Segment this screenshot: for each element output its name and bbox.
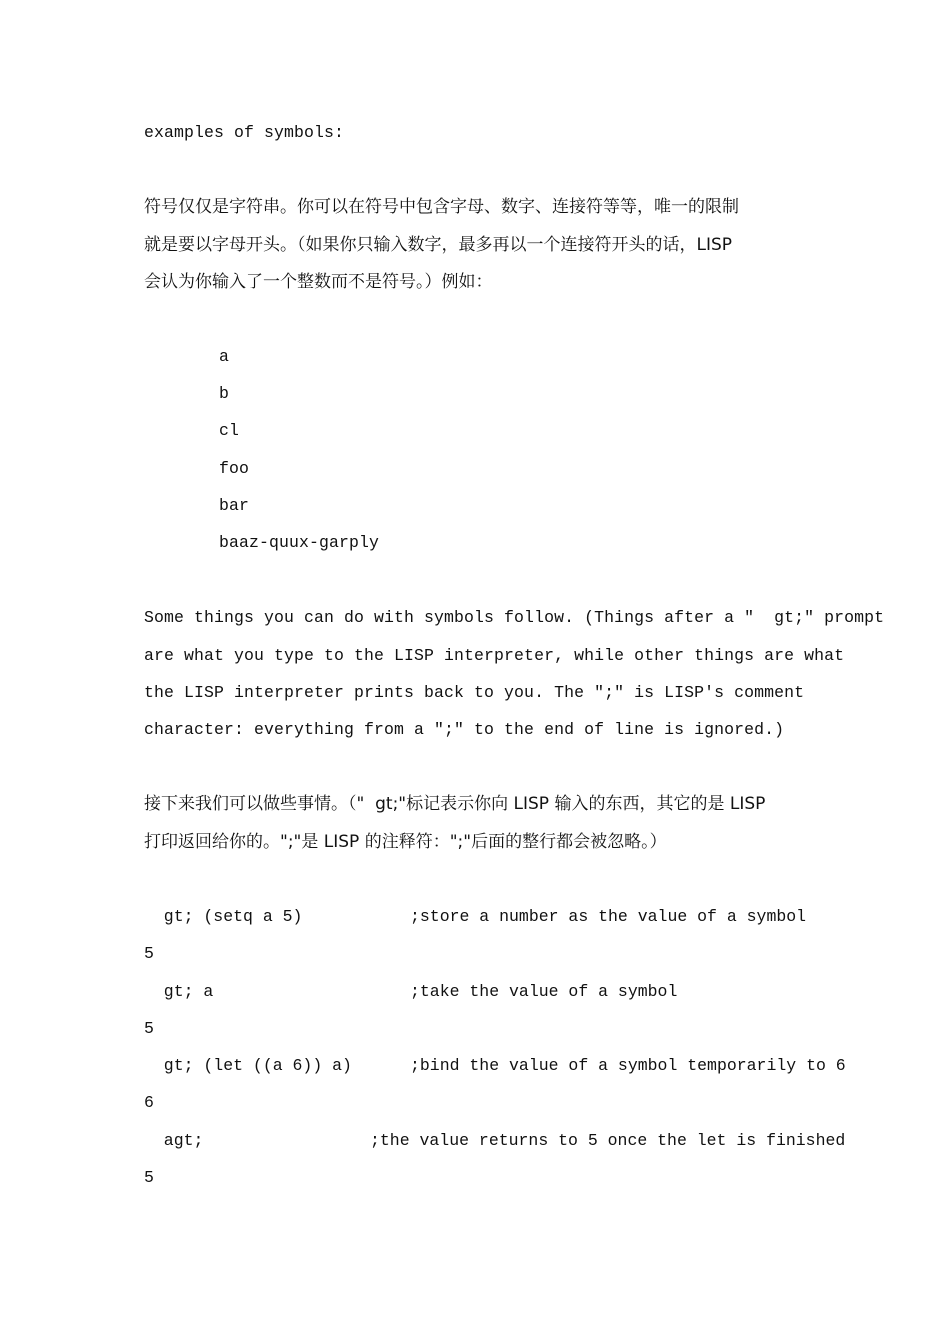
code-result: 5	[144, 1168, 154, 1187]
en-para-line-1: Some things you can do with symbols follow. (Things after a " gt;" prompt	[144, 608, 885, 627]
en-para-line-4: character: everything from a ";" to the end of line is ignored.)	[144, 720, 785, 739]
cn-para1-line-3: 会认为你输入了一个整数而不是符号。）例如：	[144, 272, 493, 292]
code-comment: ;take the value of a symbol	[410, 982, 678, 1001]
symbol-example: cl	[219, 421, 240, 440]
code-result: 5	[144, 1019, 154, 1038]
en-para-line-2: are what you type to the LISP interpreter, while other things are what	[144, 646, 845, 665]
heading: examples of symbols:	[144, 123, 345, 142]
cn-para1-line-1: 符号仅仅是字符串。你可以在符号中包含字母、数字、连接符等等，唯一的限制	[144, 197, 739, 217]
symbol-example: bar	[219, 496, 250, 515]
en-para-line-3: the LISP interpreter prints back to you. The ";" is LISP's comment	[144, 683, 805, 702]
code-command: gt; (setq a 5)	[144, 907, 303, 926]
code-comment: ;the value returns to 5 once the let is finished	[370, 1131, 846, 1150]
code-comment: ;bind the value of a symbol temporarily to 6	[410, 1056, 846, 1075]
cn-para2-line-2: 打印返回给你的。";"是 LISP 的注释符：";"后面的整行都会被忽略。）	[144, 832, 667, 852]
code-command: agt;	[144, 1131, 204, 1150]
code-command: gt; (let ((a 6)) a)	[144, 1056, 352, 1075]
code-command: gt; a	[144, 982, 214, 1001]
symbol-example: b	[219, 384, 230, 403]
symbol-example: baaz-quux-garply	[219, 533, 380, 552]
symbol-example: a	[219, 347, 230, 366]
cn-para2-line-1: 接下来我们可以做些事情。（" gt;"标记表示你向 LISP 输入的东西，其它的是 LISP	[144, 794, 766, 814]
code-result: 5	[144, 944, 154, 963]
code-comment: ;store a number as the value of a symbol	[410, 907, 807, 926]
cn-para1-line-2: 就是要以字母开头。（如果你只输入数字，最多再以一个连接符开头的话，LISP	[144, 235, 733, 255]
code-result: 6	[144, 1093, 154, 1112]
symbol-example: foo	[219, 459, 250, 478]
